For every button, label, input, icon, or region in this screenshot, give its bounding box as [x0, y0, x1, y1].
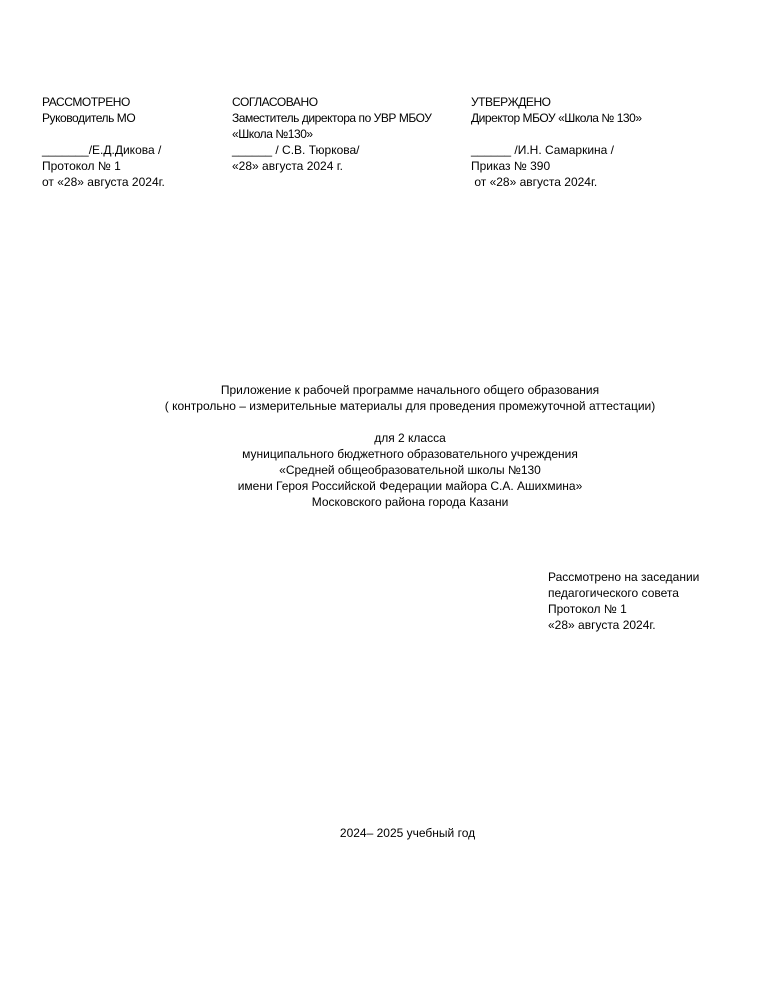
council-line2: педагогического совета — [548, 586, 679, 600]
title-line2: ( контрольно – измерительные материалы для проведения промежуточной аттестации) — [164, 399, 656, 413]
org-line1: муниципального бюджетного образовательного учреждения — [242, 447, 578, 461]
council-line3: Протокол № 1 — [548, 602, 627, 616]
approved-block — [471, 94, 642, 190]
approved-heading: УТВЕРЖДЕНО — [471, 95, 551, 109]
approved-signature: ______ /И.Н. Самаркина / — [471, 143, 614, 157]
approved-role: Директор МБОУ «Школа № 130» — [471, 111, 642, 125]
org-line3: имени Героя Российской Федерации майора С.А. Ашихмина» — [237, 479, 583, 493]
agreed-signature: ______ / С.В. Тюркова/ — [232, 143, 360, 157]
spacer — [42, 126, 165, 142]
org-line2: «Средней общеобразовательной школы №130 — [279, 463, 541, 477]
council-line1: Рассмотрено на заседании — [548, 570, 700, 584]
considered-role: Руководитель МО — [42, 111, 136, 125]
considered-block — [42, 94, 165, 190]
agreed-heading: СОГЛАСОВАНО — [232, 95, 318, 109]
spacer — [471, 126, 642, 142]
grade-line: для 2 класса — [374, 431, 446, 445]
agreed-role-line1: Заместитель директора по УВР МБОУ — [232, 111, 432, 125]
spacer — [0, 414, 768, 430]
agreed-date: «28» августа 2024 г. — [232, 159, 343, 173]
title-line1: Приложение к рабочей программе начального общего образования — [220, 383, 600, 397]
considered-protocol: Протокол № 1 — [42, 159, 121, 173]
org-line4: Московского района города Казани — [311, 495, 509, 509]
council-block — [548, 569, 699, 633]
approved-order: Приказ № 390 — [471, 159, 551, 173]
academic-year: 2024– 2025 учебный год — [339, 826, 476, 840]
considered-heading: РАССМОТРЕНО — [42, 95, 130, 109]
considered-signature: _______/Е.Д.Дикова / — [42, 143, 162, 157]
agreed-role-line2: «Школа №130» — [232, 127, 313, 141]
considered-date: от «28» августа 2024г. — [42, 175, 165, 189]
document-title-block — [0, 382, 768, 510]
approved-date: от «28» августа 2024г. — [471, 175, 598, 189]
council-line4: «28» августа 2024г. — [548, 618, 656, 632]
agreed-block — [232, 94, 431, 174]
